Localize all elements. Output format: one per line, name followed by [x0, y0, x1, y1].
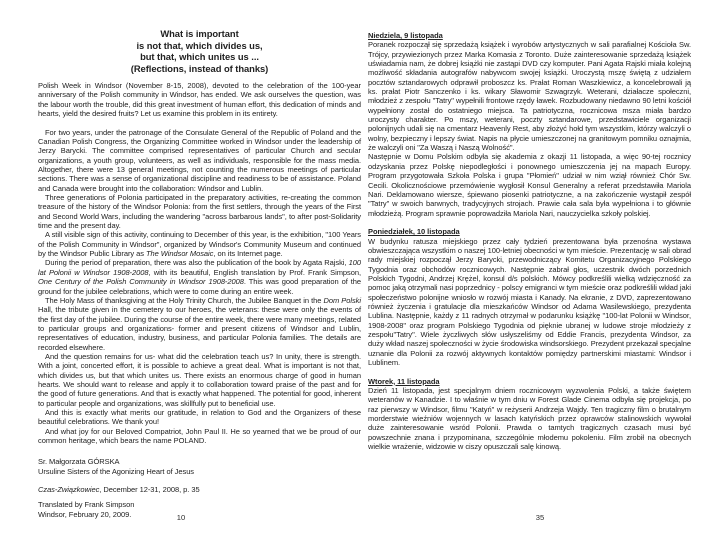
citation: Czas-Związkowiec, December 12-31, 2008, p. 35	[38, 485, 200, 495]
epigraph	[38, 28, 361, 74]
signature-order: Ursuline Sisters of the Agonizing Heart of Jesus	[38, 466, 195, 476]
epigraph-line: is not that, which divides us,	[136, 39, 263, 51]
right-page	[368, 31, 691, 451]
page-number-left: 10	[176, 513, 186, 522]
day-paragraph: W budynku ratusza miejskiego przez cały tydzień prezentowana była przenośna wystawa obwieszczająca wszystkim o naszej 100-letniej obecności w tym mieście. Prezentację w sali obrad rady miejskiej rozpoczął Jerzy Barycki, przewodniczący Komitetu Organizacyjnego Polskiego Tygodnia oraz obchodów rocznicowych. Następnie zabrał głos, uczestnik dwóch porzednich Polskich Tygodni, Andrzej Krężel, konsul d/s polskich. Mówcy podkreślili wielką wdzięczność za pomoc jaką otrzymali nasi poprzednicy - polscy emigranci w tym mieście oraz podkreślili wkład jaki społeczeństwo polonijne wniosło w rozwój miasta i Kanady. Na ekranie, z DVD, zaprezentowano również życzenia i gratulacje dla mieszkańców Windsor od Adama Wasilewskiego, prezydenta Lublina. Następnie, każdy z 11 radnych otrzymał w podarunku książkę "100-lat Polonii w Windsor, 1908-2008" oraz program Polskiego Tygodnia od pięknie ubranej w ludowe stroje młodzieży z zespołu"Tatry". Wiele życzliwych słów usłyszeliśmy od Eddie Francis, prezydenta Windsor, za duży wkład naszej społeczności w życie środowiska windsorskiego. Prezydent przekazał specjalne uznanie dla Polonii za rozwój aktywnych kontaktów pomiędzy partnerskimi miastami: Windsor i Lublinem.	[368, 236, 691, 367]
translator-credit: Translated by Frank Simpson	[38, 500, 135, 510]
paragraph: Three generations of Polonia participated in the preparatory activities, re-creating the common treasure of the history of the Windsor Polonia: from the first settlers, through the years of the First and Second World Wars, including the wandering "across barbarous lands", to after post-Solidarity time and the present day.	[38, 193, 361, 231]
day-heading: Niedziela, 9 listopada	[368, 31, 443, 40]
paragraph: And what joy for our Beloved Compatriot, John Paul II. He so yearned that we be proud of our common heritage, which bears the name POLAND.	[38, 426, 361, 446]
page-number-right: 35	[535, 513, 545, 522]
day-paragraph: Poranek rozpoczął się sprzedażą książek i wyrobów artystycznych w sali parafialnej Kościoła Sw. Trójcy, przywiezionych przez Marka Komasia z Toronto. Duże zainteresowanie sprzedażą książek uświadamia nam, że dobrej książki nie zastąpi DVD czy komputer. Pani Agata Rajski miała kolejną możliwość składania autografów nabywcom swojej książki. Uroczystą mszę świętą z udziałem pocztów sztandarowych odprawił proboszcz ks. Prałat Roman Waszkiewicz, a koncelebrowali ją ks. prałat Piotr Sanczenko i ks. wikary Sławomir Szwagrzyk. Weterani, działacze społeczni, młodzież z zespołu "Tatry" wypełnili frontowe rzędy ławek. Rozbudowany niedawno 90 letni kościół wypełniony został do ostatniego miejsca. Ta patriotyczna, rocznicowa msza miała bardzo uroczysty charakter. Po mszy, weterani, poczty sztandarowe, przedstawiciele organizacji polonijnych udali się na cmentarz Heavenly Rest, aby złożyć hołd tym wszystkim, którzy walczyli o wolny, bezpieczny i lepszy świat. Napis na płycie umieszczonej na granitowym pomniku oznajmia, że walczyli oni "Za Waszą i Naszą Wolność".	[368, 40, 691, 153]
epigraph-line: but that, which unites us ...	[140, 51, 259, 62]
paragraph: The Holy Mass of thanksgiving at the Holy Trinity Church, the Jubilee Banquet in the Dom Polski Hall, the tribute given in the cemetery to our heroes, the veterans: these were only the events of the first day of the jubilee. During the course of the entire week, there were many meetings, related to particular groups and organizations- former and present citizens of Windsor and Lublin, representatives of education, industry, business, and particular Polonia families. The details are recorded elsewhere.	[38, 295, 361, 352]
paragraph: A still visible sign of this activity, continuing to December of this year, is the exhibition, "100 Years of the Polish Community in Windsor", organized by Windsor's Community Museum and continued by the Windsor Public Library as The Windsor Mosaic, on its Internet page.	[38, 230, 361, 259]
left-page	[38, 28, 361, 519]
day-paragraph: Następnie w Domu Polskim odbyła się akademia z okazji 11 listopada, a więc 90-tej rocznicy odzyskania przez Polskę niepodległości i ponownego umieszczenia jej na mapach Europy. Program przygotowała Szkoła Polska i grupa "Płomień" udział w nim wziął również Chór Sw. Cecili. Okolicznościowe przemówienie wygłosił Konsul Generalny a referat przedstawiła Mariola Nari. Deklamowano wiersze, śpiewano piosenki patriotyczne, a na zakończenie wystąpił zespół "Tatry" w swoich barwnych, tradycyjnych strojach. Prawie cała sala była wypełniona i to głównie młodzieżą. Program sprawnie poprowadziła Mariola Nari, nauczycielka szkoły polskiej.	[368, 152, 691, 218]
signature-block	[38, 457, 361, 476]
epigraph-line: What is important	[160, 28, 239, 39]
day-heading: Poniedziałek, 10 listopada	[368, 227, 460, 237]
day-section	[368, 31, 691, 218]
signature-name: Sr. Małgorzata GÓRSKA	[38, 457, 120, 467]
paragraph: And the question remains for us- what did the celebration teach us? In unity, there is strength. With a joint, concerted effort, it is possible to achieve a great deal. What is important is not that, which divides us, but that which unites us. There exists an enormous charge of good in human hearts. We should want to release and apply it to collaboration toward praise of the past and for the good of future generations. And that is exactly what happened. The potential for good, inherent to particular people and organizations, was skillfully put to beneficial use.	[38, 351, 361, 408]
paragraph: For two years, under the patronage of the Consulate General of the Republic of Poland and the Canadian Polish Congress, the Organizing Committee worked in Windsor under the leadership of Jerzy Barycki. The committee comprised representatives of particular Church and secular organizations, a youth group, volunteers, as well as individuals, responsible for the mass media. Altogether, there were 13 general meetings, not counting the numerous meetings of particular sections. There was a sense of organizational discipline and readiness to be of assistance. Poland and Canada were brought into the collaboration: Windsor and Lublin.	[38, 127, 361, 193]
paragraph: And this is exactly what merits our gratitude, in relation to God and the Organizers of these beautiful celebrations. We thank you!	[38, 407, 361, 427]
day-section	[368, 377, 691, 452]
paragraph: Polish Week in Windsor (November 8-15, 2008), devoted to the celebration of the 100-year anniversary of the Polish community in Windsor, has ended. We ask ourselves the question, was the labour worth the trouble, did this great investment of human effort, this dedication of minds and hearts, yield the desired fruits? Let us examine this problem in its entirety.	[38, 81, 361, 119]
day-section	[368, 227, 691, 367]
day-heading: Wtorek, 11 listopada	[368, 376, 440, 386]
paragraph: During the period of preparation, there was also the publication of the book by Agata Rajski, 100 lat Polonii w Windsor 1908-2008, with its beautiful, English translation by Prof. Frank Simpson, One Century of the Polish Community in Windsor 1908-2008. This was good preparation of the ground for the jubilee celebrations, which were to come during an entire week.	[38, 258, 361, 296]
translation-date: Windsor, February 20, 2009.	[38, 509, 132, 519]
day-paragraph: Dzień 11 listopada, jest specjalnym dniem rocznicowym wyzwolenia Polski, a także świętem weteranów w Kanadzie. I to właśnie w tym dniu w Forest Glade Cinema odbyła się projekcja, po raz pierwszy w Windsor, filmu "Katyń" w reżyserii Andrzeja Wajdy. Ten tragiczny film o brutalnym morderstwie wieźniów wojennych w lasach katyńskich przez oprawców stalinowskich wywołał duże zainteresowanie wsród Polonii. Prawda o tamtych tragicznych czasach musi być powszechnie znana i przypominana, szczególnie młodemu pokoleniu. Film zrobił na obecnych wielkie wrażenie, widzowie w ciszy opuszczali salę kinową.	[368, 385, 691, 452]
epigraph-line: (Reflections, instead of thanks)	[130, 62, 269, 74]
